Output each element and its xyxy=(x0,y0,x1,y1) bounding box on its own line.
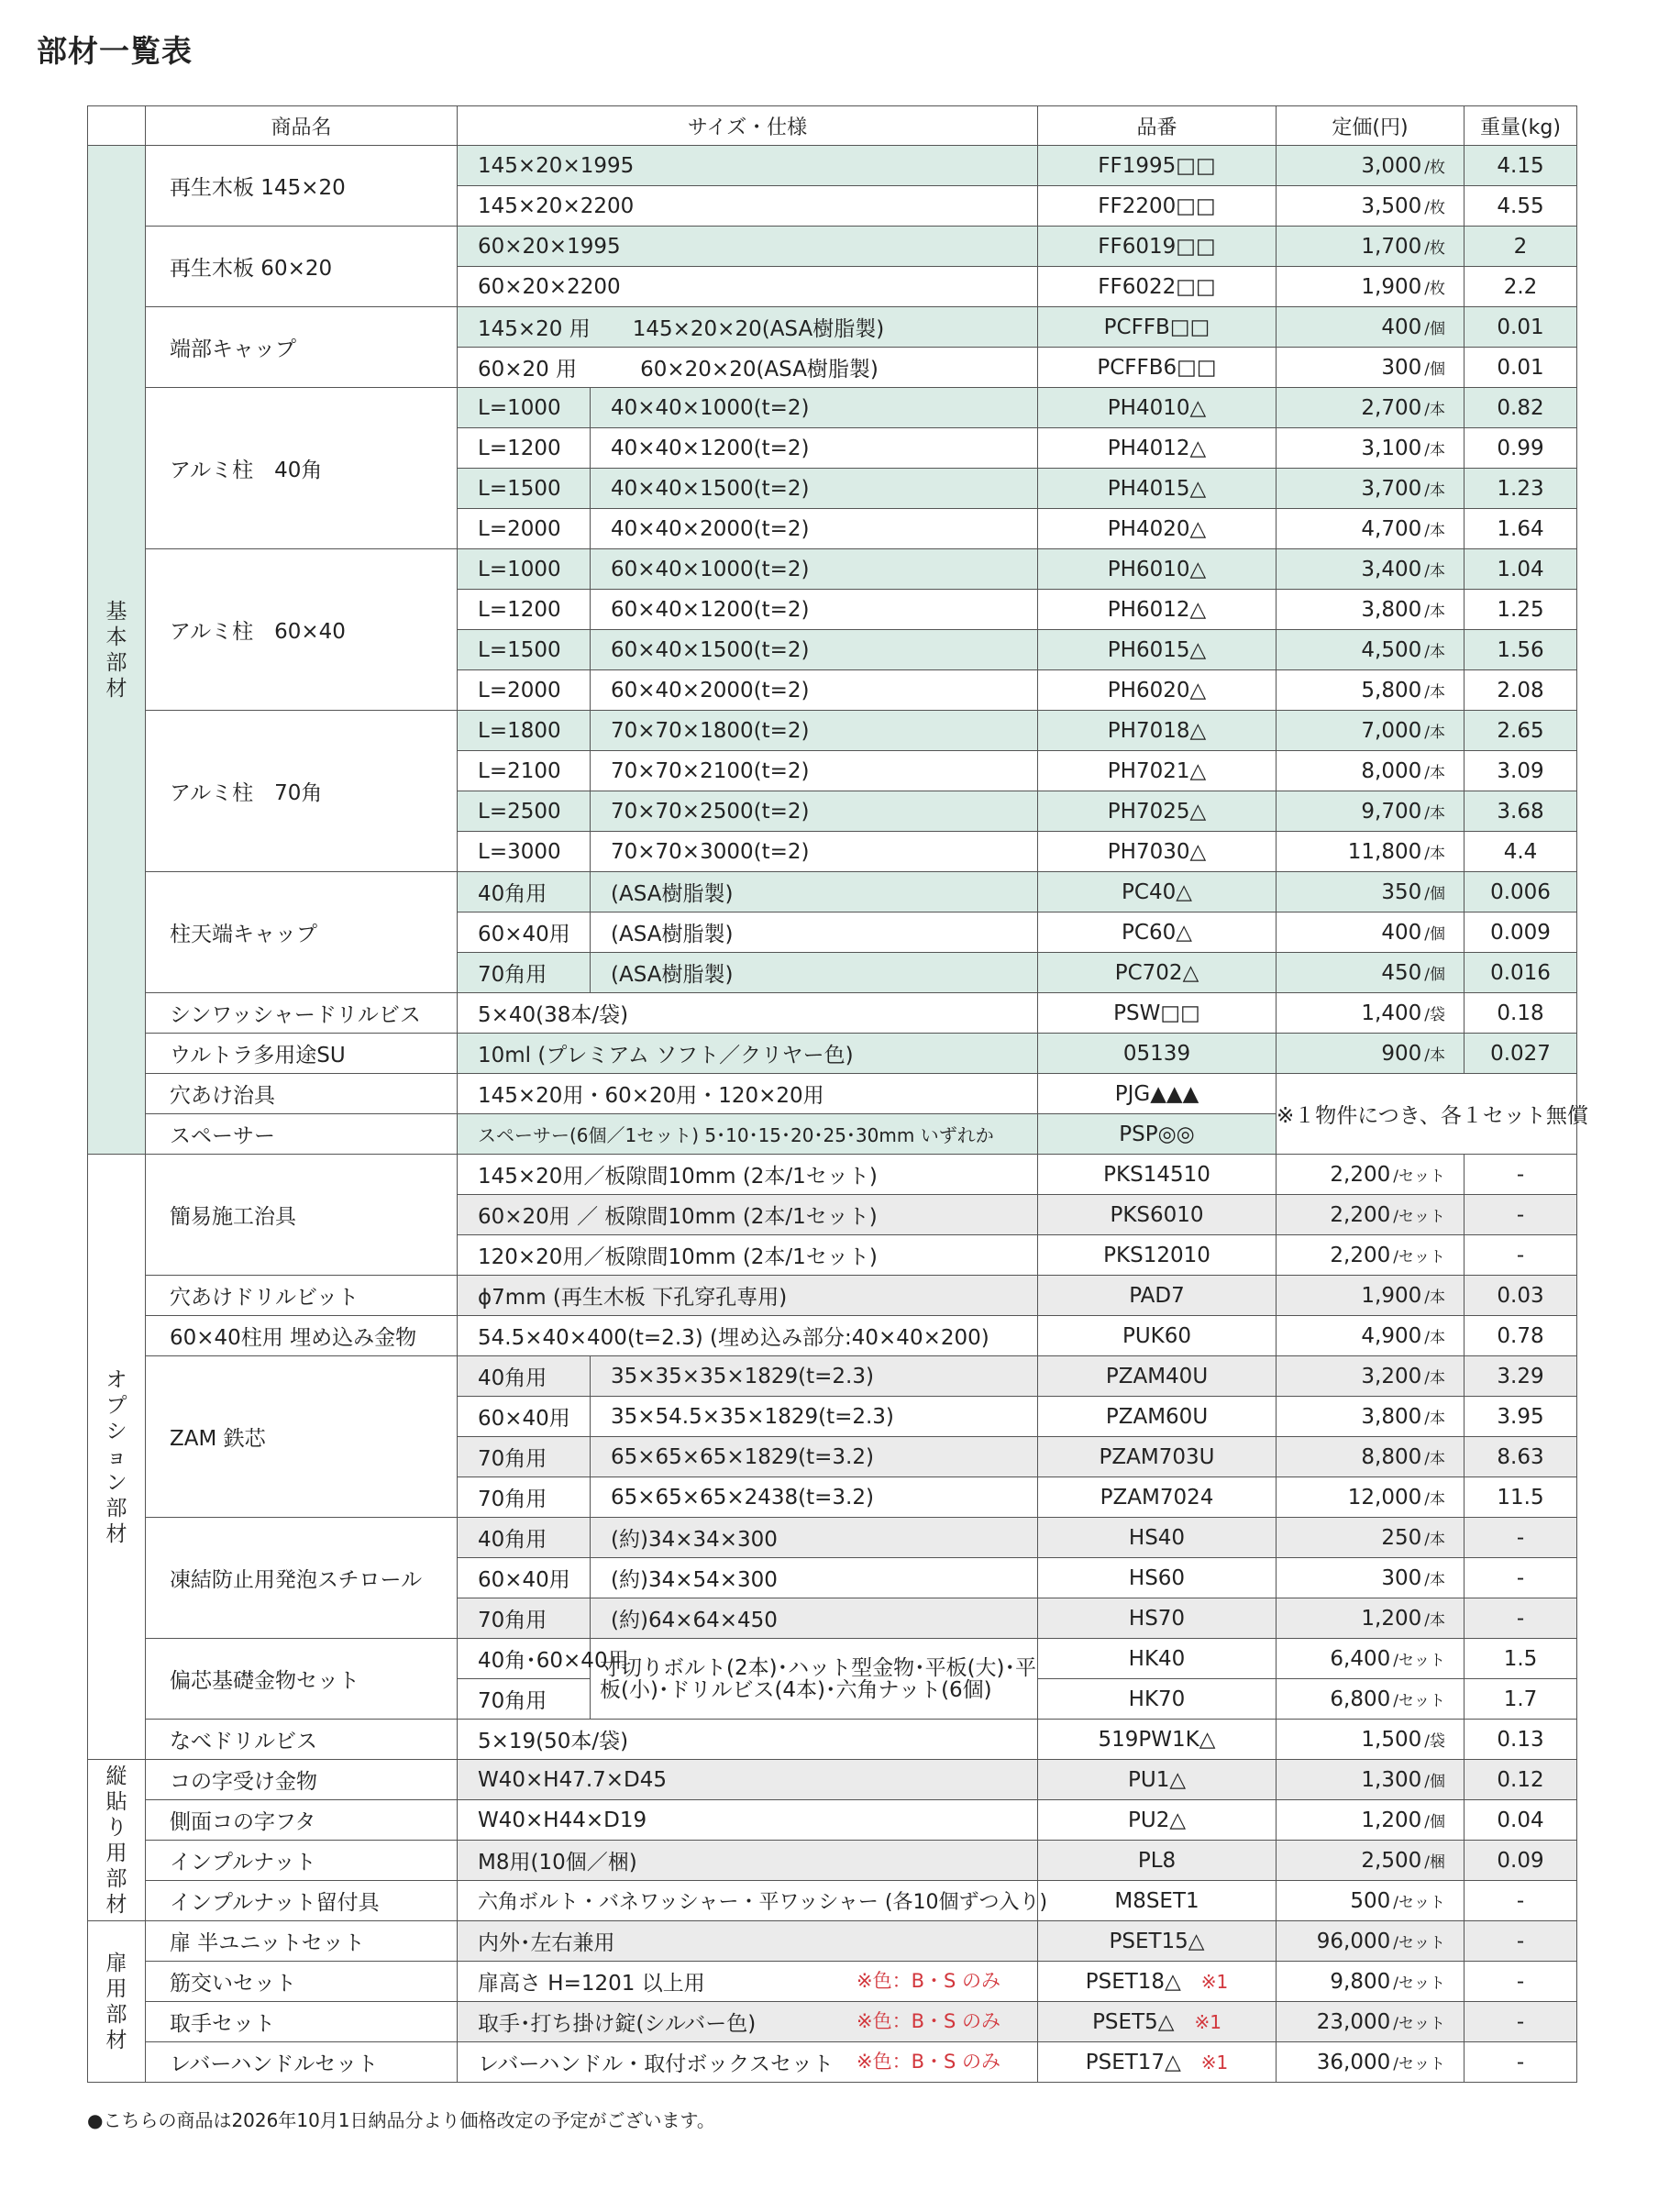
table-row xyxy=(88,1881,1577,1921)
table-row xyxy=(88,227,1577,267)
code-cell: FF6019□□ xyxy=(1038,227,1277,267)
price-cell: 2,700 /本 xyxy=(1277,388,1465,428)
table-row xyxy=(88,1720,1577,1760)
header-group xyxy=(88,106,146,146)
length-cell: L=1200 xyxy=(458,428,591,469)
code-cell: PH7025△ xyxy=(1038,791,1277,832)
price-cell: 6,800 /セット xyxy=(1277,1679,1465,1720)
spec-cell: 60×40×1200(t=2) xyxy=(591,590,1038,630)
weight-cell: 3.68 xyxy=(1465,791,1577,832)
spec-cell: (ASA樹脂製) xyxy=(591,872,1038,912)
spec-cell: 60×20用 ／ 板隙間10mm (2本/1セット) xyxy=(458,1195,1038,1235)
code-cell: HK40 xyxy=(1038,1639,1277,1679)
weight-cell: - xyxy=(1465,1881,1577,1921)
code-cell: PUK60 xyxy=(1038,1316,1277,1356)
product-name: ウルトラ多用途SU xyxy=(146,1034,458,1074)
size-cell: 70角用 xyxy=(458,1437,591,1477)
spec-cell: 145×20用・60×20用・120×20用 xyxy=(458,1074,1038,1114)
product-name: 偏芯基礎金物セット xyxy=(146,1639,458,1720)
code-cell: PH4020△ xyxy=(1038,509,1277,549)
weight-cell: 0.99 xyxy=(1465,428,1577,469)
size-cell: 70角用 xyxy=(458,953,591,993)
spec-cell: (約)34×54×300 xyxy=(591,1558,1038,1598)
table-row xyxy=(88,2042,1577,2083)
length-cell: L=3000 xyxy=(458,832,591,872)
spec-cell: 六角ボルト・バネワッシャー・平ワッシャー (各10個ずつ入り) xyxy=(458,1881,1038,1921)
footnote-mark: ※1 xyxy=(1194,2010,1221,2033)
length-cell: L=1000 xyxy=(458,549,591,590)
length-cell: L=1800 xyxy=(458,711,591,751)
weight-cell: 1.04 xyxy=(1465,549,1577,590)
weight-cell: 1.5 xyxy=(1465,1639,1577,1679)
weight-cell: - xyxy=(1465,1558,1577,1598)
weight-cell: 4.55 xyxy=(1465,186,1577,227)
spec-cell: 35×35×35×1829(t=2.3) xyxy=(591,1356,1038,1397)
spec-cell: 60×40×1000(t=2) xyxy=(591,549,1038,590)
product-name: 凍結防止用発泡スチロール xyxy=(146,1518,458,1639)
spec-cell: 70×70×2500(t=2) xyxy=(591,791,1038,832)
weight-cell: 0.01 xyxy=(1465,348,1577,388)
spec-cell: 60×20×2200 xyxy=(458,267,1038,307)
price-cell: 7,000 /本 xyxy=(1277,711,1465,751)
product-name: ZAM 鉄芯 xyxy=(146,1356,458,1518)
weight-cell: 0.78 xyxy=(1465,1316,1577,1356)
spec-cell: 35×54.5×35×1829(t=2.3) xyxy=(591,1397,1038,1437)
price-cell: 12,000 /本 xyxy=(1277,1477,1465,1518)
product-name: 簡易施工治具 xyxy=(146,1155,458,1276)
product-name: アルミ柱 60×40 xyxy=(146,549,458,711)
weight-cell: 0.04 xyxy=(1465,1800,1577,1841)
group-label-tobira: 扉用部材 xyxy=(88,1921,146,2083)
length-cell: L=2000 xyxy=(458,509,591,549)
code-cell: HS70 xyxy=(1038,1598,1277,1639)
price-cell: 400 /個 xyxy=(1277,912,1465,953)
header-price: 定価(円) xyxy=(1277,106,1465,146)
product-name: スペーサー xyxy=(146,1114,458,1155)
size-cell: 70角用 xyxy=(458,1477,591,1518)
header-name: 商品名 xyxy=(146,106,458,146)
price-cell: 300 /個 xyxy=(1277,348,1465,388)
code-cell: PSET17△ ※1 xyxy=(1038,2042,1277,2083)
size-cell: 60×40用 xyxy=(458,1397,591,1437)
product-name: レバーハンドルセット xyxy=(146,2042,458,2083)
spec-cell: 40×40×2000(t=2) xyxy=(591,509,1038,549)
code-cell: PSET18△ ※1 xyxy=(1038,1962,1277,2002)
price-cell: 9,700 /本 xyxy=(1277,791,1465,832)
weight-cell: - xyxy=(1465,2002,1577,2042)
weight-cell: 0.016 xyxy=(1465,953,1577,993)
product-name: インプルナット xyxy=(146,1841,458,1881)
weight-cell: 0.009 xyxy=(1465,912,1577,953)
spec-cell: (約)64×64×450 xyxy=(591,1598,1038,1639)
table-row xyxy=(88,1800,1577,1841)
weight-cell: - xyxy=(1465,1195,1577,1235)
spec-cell: 60×40×2000(t=2) xyxy=(591,670,1038,711)
product-name: インプルナット留付具 xyxy=(146,1881,458,1921)
product-name: 扉 半ユニットセット xyxy=(146,1921,458,1962)
price-cell: 400 /個 xyxy=(1277,307,1465,348)
weight-cell: 2.08 xyxy=(1465,670,1577,711)
weight-cell: 0.01 xyxy=(1465,307,1577,348)
table-row xyxy=(88,993,1577,1034)
code-cell: PH7030△ xyxy=(1038,832,1277,872)
color-note: ※色：B・S のみ xyxy=(856,1970,1000,1992)
code-cell: PH6010△ xyxy=(1038,549,1277,590)
size-cell: 40角用 xyxy=(458,872,591,912)
size-cell: 70角用 xyxy=(458,1679,591,1720)
weight-cell: - xyxy=(1465,1921,1577,1962)
price-cell: 4,500 /本 xyxy=(1277,630,1465,670)
price-cell: 3,800 /本 xyxy=(1277,1397,1465,1437)
header-weight: 重量(kg) xyxy=(1465,106,1577,146)
table-row xyxy=(88,307,1577,348)
weight-cell: 3.29 xyxy=(1465,1356,1577,1397)
footnote-mark: ※1 xyxy=(1200,1970,1229,1993)
spec-cell: 40×40×1000(t=2) xyxy=(591,388,1038,428)
product-name: なべドリルビス xyxy=(146,1720,458,1760)
weight-cell: 0.03 xyxy=(1465,1276,1577,1316)
table-row xyxy=(88,1639,1577,1679)
product-name: 再生木板 60×20 xyxy=(146,227,458,307)
spec-cell: 取手･打ち掛け錠(シルバー色) ※色：B・S のみ xyxy=(458,2002,1038,2042)
code-cell: PZAM60U xyxy=(1038,1397,1277,1437)
spec-cell: 54.5×40×400(t=2.3) (埋め込み部分:40×40×200) xyxy=(458,1316,1038,1356)
spec-cell: 10ml (プレミアム ソフト／クリヤー色) xyxy=(458,1034,1038,1074)
spec-cell: 扉高さ H=1201 以上用 ※色：B・S のみ xyxy=(458,1962,1038,2002)
price-cell: 500 /セット xyxy=(1277,1881,1465,1921)
spec-cell: 65×65×65×1829(t=3.2) xyxy=(591,1437,1038,1477)
table-row xyxy=(88,1074,1577,1114)
code-cell: PH6012△ xyxy=(1038,590,1277,630)
table-row xyxy=(88,1276,1577,1316)
weight-cell: 8.63 xyxy=(1465,1437,1577,1477)
price-cell: 4,700 /本 xyxy=(1277,509,1465,549)
price-cell: 1,900 /本 xyxy=(1277,1276,1465,1316)
weight-cell: 4.4 xyxy=(1465,832,1577,872)
product-name: 端部キャップ xyxy=(146,307,458,388)
spec-cell: W40×H44×D19 xyxy=(458,1800,1038,1841)
price-cell: 23,000 /セット xyxy=(1277,2002,1465,2042)
weight-cell: 0.82 xyxy=(1465,388,1577,428)
code-cell: PH4012△ xyxy=(1038,428,1277,469)
table-row xyxy=(88,2002,1577,2042)
table-row xyxy=(88,1034,1577,1074)
weight-cell: 0.006 xyxy=(1465,872,1577,912)
spec-cell: 40×40×1500(t=2) xyxy=(591,469,1038,509)
product-name: 取手セット xyxy=(146,2002,458,2042)
weight-cell: 1.7 xyxy=(1465,1679,1577,1720)
table-row xyxy=(88,711,1577,751)
price-cell: 300 /本 xyxy=(1277,1558,1465,1598)
code-cell: PJG▲▲▲ xyxy=(1038,1074,1277,1114)
code-cell: PKS14510 xyxy=(1038,1155,1277,1195)
price-cell: 1,200 /個 xyxy=(1277,1800,1465,1841)
weight-cell: - xyxy=(1465,2042,1577,2083)
spec-cell: W40×H47.7×D45 xyxy=(458,1760,1038,1800)
price-cell: 2,200 /セット xyxy=(1277,1155,1465,1195)
code-cell: HS60 xyxy=(1038,1558,1277,1598)
code-cell: PSP◎◎ xyxy=(1038,1114,1277,1155)
spec-cell: 5×40(38本/袋) xyxy=(458,993,1038,1034)
spec-cell: ϕ7mm (再生木板 下孔穿孔専用) xyxy=(458,1276,1038,1316)
weight-cell: 2 xyxy=(1465,227,1577,267)
table-row xyxy=(88,1518,1577,1558)
product-name: 穴あけドリルビット xyxy=(146,1276,458,1316)
code-cell: PH6020△ xyxy=(1038,670,1277,711)
length-cell: L=2100 xyxy=(458,751,591,791)
code-cell: 05139 xyxy=(1038,1034,1277,1074)
weight-cell: 2.2 xyxy=(1465,267,1577,307)
color-note: ※色：B・S のみ xyxy=(856,2010,1000,2032)
weight-cell: 0.027 xyxy=(1465,1034,1577,1074)
product-name: 再生木板 145×20 xyxy=(146,146,458,227)
table-row xyxy=(88,1316,1577,1356)
footer-note: ●こちらの商品は2026年10月1日納品分より価格改定の予定がございます。 xyxy=(87,2109,715,2131)
code-cell: PH6015△ xyxy=(1038,630,1277,670)
weight-cell: - xyxy=(1465,1962,1577,2002)
code-cell: PH4010△ xyxy=(1038,388,1277,428)
price-cell: 96,000 /セット xyxy=(1277,1921,1465,1962)
spec-cell: 60×20×1995 xyxy=(458,227,1038,267)
page-title: 部材一覧表 xyxy=(37,33,193,69)
weight-cell: - xyxy=(1465,1598,1577,1639)
code-cell: M8SET1 xyxy=(1038,1881,1277,1921)
spec-cell: (ASA樹脂製) xyxy=(591,912,1038,953)
spec-cell: 70×70×1800(t=2) xyxy=(591,711,1038,751)
product-name: 穴あけ治具 xyxy=(146,1074,458,1114)
spec-cell: 70×70×2100(t=2) xyxy=(591,751,1038,791)
code-cell: PH4015△ xyxy=(1038,469,1277,509)
spec-cell: (ASA樹脂製) xyxy=(591,953,1038,993)
table-row xyxy=(88,1841,1577,1881)
price-cell: 900 /本 xyxy=(1277,1034,1465,1074)
price-cell: 350 /個 xyxy=(1277,872,1465,912)
price-cell: 3,700 /本 xyxy=(1277,469,1465,509)
table-row xyxy=(88,388,1577,428)
code-cell: PSW□□ xyxy=(1038,993,1277,1034)
code-cell: HK70 xyxy=(1038,1679,1277,1720)
price-cell: 36,000 /セット xyxy=(1277,2042,1465,2083)
spec-cell: 145×20 用 145×20×20(ASA樹脂製) xyxy=(458,307,1038,348)
spec-cell: 40×40×1200(t=2) xyxy=(591,428,1038,469)
code-cell: PSET5△ ※1 xyxy=(1038,2002,1277,2042)
spec-cell: 60×40×1500(t=2) xyxy=(591,630,1038,670)
weight-cell: - xyxy=(1465,1155,1577,1195)
spec-cell: 5×19(50本/袋) xyxy=(458,1720,1038,1760)
weight-cell: 1.25 xyxy=(1465,590,1577,630)
code-cell: HS40 xyxy=(1038,1518,1277,1558)
color-note: ※色：B・S のみ xyxy=(856,2051,1000,2073)
code-cell: PC702△ xyxy=(1038,953,1277,993)
size-cell: 60×40用 xyxy=(458,1558,591,1598)
footnote-mark: ※1 xyxy=(1200,2051,1229,2074)
weight-cell: 0.18 xyxy=(1465,993,1577,1034)
price-cell: 3,000 /枚 xyxy=(1277,146,1465,186)
spec-cell: スペーサー(6個／1セット) 5･10･15･20･25･30mm いずれか xyxy=(458,1114,1038,1155)
price-cell: 5,800 /本 xyxy=(1277,670,1465,711)
weight-cell: 1.56 xyxy=(1465,630,1577,670)
spec-cell: 内外･左右兼用 xyxy=(458,1921,1038,1962)
code-cell: PU1△ xyxy=(1038,1760,1277,1800)
price-cell: 4,900 /本 xyxy=(1277,1316,1465,1356)
price-cell: 11,800 /本 xyxy=(1277,832,1465,872)
table-row xyxy=(88,872,1577,912)
price-cell: 3,200 /本 xyxy=(1277,1356,1465,1397)
code-cell: PSET15△ xyxy=(1038,1921,1277,1962)
spec-cell: 120×20用／板隙間10mm (2本/1セット) xyxy=(458,1235,1038,1276)
code-cell: FF6022□□ xyxy=(1038,267,1277,307)
product-name: コの字受け金物 xyxy=(146,1760,458,1800)
product-name: アルミ柱 70角 xyxy=(146,711,458,872)
price-cell: 3,400 /本 xyxy=(1277,549,1465,590)
free-note: ※１物件につき、各１セット無償 xyxy=(1277,1074,1577,1155)
price-cell: 2,200 /セット xyxy=(1277,1235,1465,1276)
size-cell: 40角用 xyxy=(458,1356,591,1397)
price-cell: 1,400 /袋 xyxy=(1277,993,1465,1034)
code-cell: PH7021△ xyxy=(1038,751,1277,791)
price-cell: 3,500 /枚 xyxy=(1277,186,1465,227)
price-cell: 9,800 /セット xyxy=(1277,1962,1465,2002)
code-cell: FF2200□□ xyxy=(1038,186,1277,227)
weight-cell: 0.09 xyxy=(1465,1841,1577,1881)
spec-cell: レバーハンドル・取付ボックスセット ※色：B・S のみ xyxy=(458,2042,1038,2083)
weight-cell: - xyxy=(1465,1518,1577,1558)
size-cell: 70角用 xyxy=(458,1598,591,1639)
spec-cell: 60×20 用 60×20×20(ASA樹脂製) xyxy=(458,348,1038,388)
product-name: アルミ柱 40角 xyxy=(146,388,458,549)
size-cell: 40角･60×40用 xyxy=(458,1639,591,1679)
size-cell: 60×40用 xyxy=(458,912,591,953)
code-cell: PC40△ xyxy=(1038,872,1277,912)
weight-cell: 1.64 xyxy=(1465,509,1577,549)
group-label-kihon: 基本部材 xyxy=(88,146,146,1155)
product-name: 60×40柱用 埋め込み金物 xyxy=(146,1316,458,1356)
weight-cell: 1.23 xyxy=(1465,469,1577,509)
code-cell: PZAM703U xyxy=(1038,1437,1277,1477)
price-cell: 3,800 /本 xyxy=(1277,590,1465,630)
henshin-description: 寸切りボルト(2本)･ハット型金物･平板(大)･平板(小)･ドリルビス(4本)･六角ナット(6個) xyxy=(591,1639,1038,1720)
weight-cell: 3.95 xyxy=(1465,1397,1577,1437)
length-cell: L=1500 xyxy=(458,469,591,509)
length-cell: L=1200 xyxy=(458,590,591,630)
price-cell: 1,900 /枚 xyxy=(1277,267,1465,307)
code-cell: PKS6010 xyxy=(1038,1195,1277,1235)
code-cell: PZAM7024 xyxy=(1038,1477,1277,1518)
spec-cell: (約)34×34×300 xyxy=(591,1518,1038,1558)
table-row xyxy=(88,1760,1577,1800)
length-cell: L=1000 xyxy=(458,388,591,428)
code-cell: 519PW1K△ xyxy=(1038,1720,1277,1760)
length-cell: L=1500 xyxy=(458,630,591,670)
spec-cell: 145×20用／板隙間10mm (2本/1セット) xyxy=(458,1155,1038,1195)
header-row xyxy=(88,106,1577,146)
price-cell: 2,500 /梱 xyxy=(1277,1841,1465,1881)
code-cell: PCFFB6□□ xyxy=(1038,348,1277,388)
table-row xyxy=(88,1155,1577,1195)
code-cell: PKS12010 xyxy=(1038,1235,1277,1276)
table-row xyxy=(88,1356,1577,1397)
code-cell: PZAM40U xyxy=(1038,1356,1277,1397)
price-cell: 1,500 /袋 xyxy=(1277,1720,1465,1760)
product-name: 筋交いセット xyxy=(146,1962,458,2002)
code-cell: PU2△ xyxy=(1038,1800,1277,1841)
spec-cell: M8用(10個／梱) xyxy=(458,1841,1038,1881)
spec-cell: 65×65×65×2438(t=3.2) xyxy=(591,1477,1038,1518)
price-cell: 3,100 /本 xyxy=(1277,428,1465,469)
product-name: 側面コの字フタ xyxy=(146,1800,458,1841)
price-cell: 2,200 /セット xyxy=(1277,1195,1465,1235)
code-cell: PC60△ xyxy=(1038,912,1277,953)
spec-cell: 145×20×2200 xyxy=(458,186,1038,227)
code-cell: FF1995□□ xyxy=(1038,146,1277,186)
price-cell: 6,400 /セット xyxy=(1277,1639,1465,1679)
header-code: 品番 xyxy=(1038,106,1277,146)
code-cell: PCFFB□□ xyxy=(1038,307,1277,348)
spec-cell: 145×20×1995 xyxy=(458,146,1038,186)
price-cell: 250 /本 xyxy=(1277,1518,1465,1558)
table-row xyxy=(88,1962,1577,2002)
group-label-option: オプション部材 xyxy=(88,1155,146,1760)
price-cell: 450 /個 xyxy=(1277,953,1465,993)
group-label-tate: 縦貼り用部材 xyxy=(88,1760,146,1921)
spec-cell: 70×70×3000(t=2) xyxy=(591,832,1038,872)
header-spec: サイズ・仕様 xyxy=(458,106,1038,146)
size-cell: 40角用 xyxy=(458,1518,591,1558)
weight-cell: 11.5 xyxy=(1465,1477,1577,1518)
price-cell: 1,200 /本 xyxy=(1277,1598,1465,1639)
product-name: 柱天端キャップ xyxy=(146,872,458,993)
price-cell: 1,700 /枚 xyxy=(1277,227,1465,267)
table-row xyxy=(88,1921,1577,1962)
product-name: シンワッシャードリルビス xyxy=(146,993,458,1034)
parts-table xyxy=(87,105,1588,2083)
length-cell: L=2500 xyxy=(458,791,591,832)
price-cell: 8,000 /本 xyxy=(1277,751,1465,791)
table-row xyxy=(88,549,1577,590)
weight-cell: 0.13 xyxy=(1465,1720,1577,1760)
code-cell: PAD7 xyxy=(1038,1276,1277,1316)
weight-cell: 3.09 xyxy=(1465,751,1577,791)
length-cell: L=2000 xyxy=(458,670,591,711)
weight-cell: 0.12 xyxy=(1465,1760,1577,1800)
weight-cell: - xyxy=(1465,1235,1577,1276)
code-cell: PH7018△ xyxy=(1038,711,1277,751)
weight-cell: 2.65 xyxy=(1465,711,1577,751)
weight-cell: 4.15 xyxy=(1465,146,1577,186)
code-cell: PL8 xyxy=(1038,1841,1277,1881)
table-row xyxy=(88,146,1577,186)
price-cell: 8,800 /本 xyxy=(1277,1437,1465,1477)
price-cell: 1,300 /個 xyxy=(1277,1760,1465,1800)
